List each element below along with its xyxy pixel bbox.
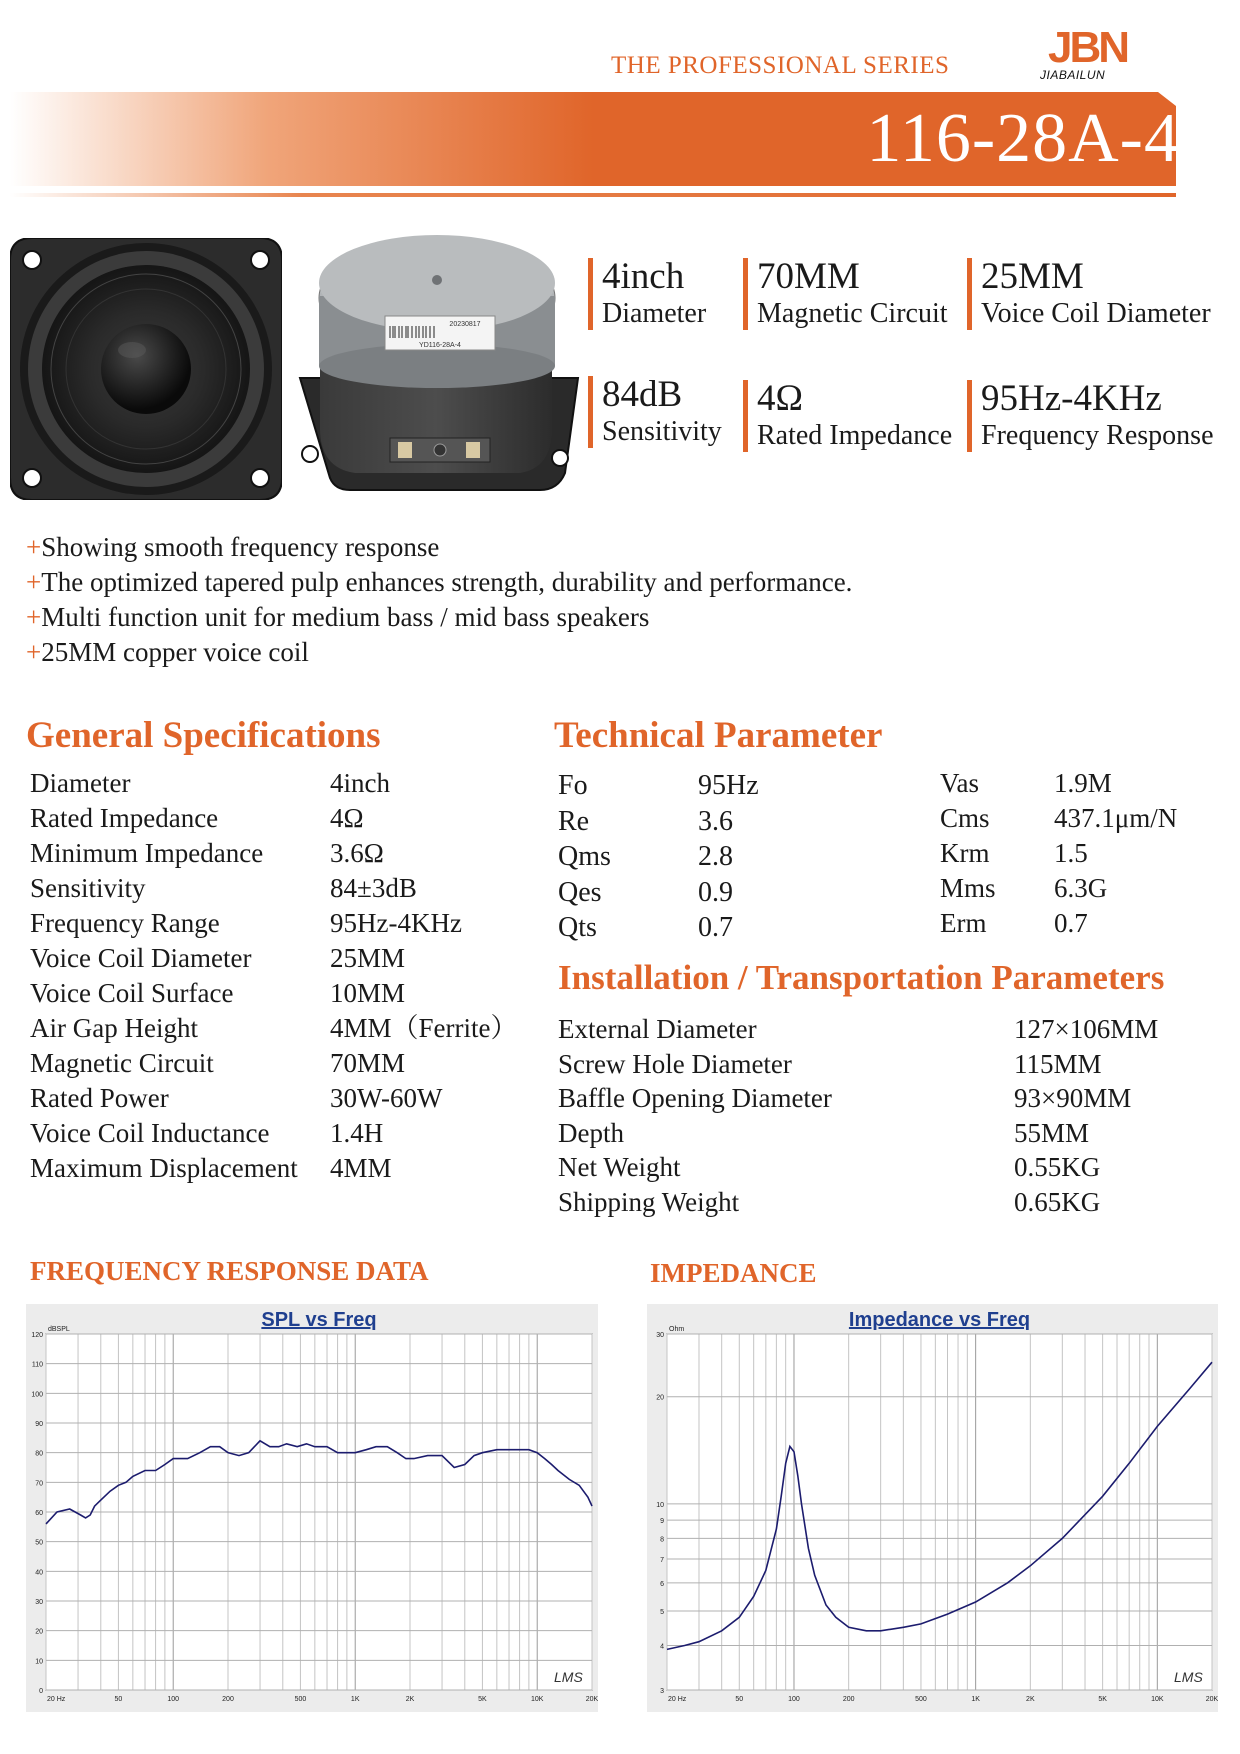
spec-row: Re 3.6 — [558, 805, 733, 837]
key-spec-label: Sensitivity — [602, 415, 722, 447]
chart-title: Impedance vs Freq — [848, 1309, 1031, 1331]
key-spec-value: 4inch — [602, 256, 685, 297]
key-spec-value: 84dB — [602, 374, 683, 415]
model-number: 116-28A-4 — [866, 100, 1180, 177]
x-tick-label: 100 — [788, 1696, 800, 1703]
key-spec-label: Frequency Response — [981, 419, 1214, 451]
key-spec-diameter — [588, 258, 706, 330]
installation-parameters-table — [558, 1012, 1158, 1219]
x-tick-label: 50 — [114, 1696, 123, 1703]
technical-parameter-title: Technical Parameter — [554, 715, 883, 756]
spec-row: Voice Coil Surface 10MM — [30, 978, 406, 1008]
spec-row: Diameter 4inch — [30, 768, 390, 798]
x-tick-label: 200 — [842, 1696, 855, 1703]
y-tick-label: 9 — [660, 1518, 664, 1526]
x-tick-label: 20 Hz — [47, 1696, 66, 1703]
x-tick-label: 2K — [1026, 1696, 1035, 1703]
y-tick-label: 50 — [35, 1539, 43, 1547]
spec-row: Sensitivity 84±3dB — [30, 873, 417, 903]
y-tick-label: 5 — [660, 1609, 664, 1617]
x-tick-label: 200 — [222, 1696, 234, 1703]
x-tick-label: 2K — [405, 1696, 415, 1703]
technical-parameter-table-left — [558, 768, 759, 946]
spec-row: Qts 0.7 — [558, 912, 733, 943]
lms-watermark: LMS — [554, 1669, 583, 1685]
plus-icon: + — [26, 637, 42, 667]
x-tick-label: 1K — [350, 1696, 360, 1703]
technical-parameter-table-right — [940, 766, 1177, 941]
x-tick-label: 20K — [1205, 1696, 1218, 1703]
y-tick-label: 10 — [35, 1658, 43, 1666]
spec-row: Fo 95Hz — [558, 770, 759, 801]
installation-parameters-title: Installation / Transportation Parameters — [558, 958, 1165, 997]
spec-row: Shipping Weight 0.65KG — [558, 1186, 1101, 1217]
impedance-title: IMPEDANCE — [650, 1258, 817, 1288]
brand-logo — [1040, 23, 1150, 84]
logo-subtitle: JIABAILUN — [1040, 68, 1106, 82]
y-tick-label: 120 — [31, 1332, 43, 1339]
y-tick-label: 8 — [660, 1536, 664, 1544]
spec-row: Vas 1.9M — [940, 768, 1112, 798]
spec-row: Qes 0.9 — [558, 876, 733, 908]
y-tick-label: 30 — [35, 1599, 43, 1606]
key-spec-label: Voice Coil Diameter — [981, 297, 1211, 329]
impedance-chart — [647, 1304, 1218, 1712]
spec-row: Cms 437.1μm/N — [940, 803, 1178, 833]
y-tick-label: 110 — [31, 1361, 43, 1369]
spec-row: Screw Hole Diameter 115MM — [558, 1048, 1102, 1079]
spl-chart — [26, 1304, 598, 1712]
x-tick-label: 5K — [1098, 1696, 1107, 1703]
plus-icon: + — [26, 532, 42, 562]
y-tick-label: 20 — [35, 1628, 43, 1636]
key-spec-frequency-response — [967, 380, 1214, 452]
spec-row: Krm 1.5 — [940, 838, 1088, 868]
general-specs-title: General Specifications — [26, 715, 381, 756]
spec-row: Air Gap Height 4MM（Ferrite） — [30, 1013, 518, 1043]
x-tick-label: 10K — [1151, 1696, 1164, 1703]
label-model-text: YD116-28A-4 — [419, 342, 461, 349]
frequency-response-title: FREQUENCY RESPONSE DATA — [30, 1256, 429, 1286]
key-spec-magnetic-circuit — [743, 258, 948, 330]
feature-list — [26, 530, 852, 670]
y-tick-label: 90 — [35, 1421, 43, 1428]
feature-item: +Multi function unit for medium bass / mid bass speakers — [26, 602, 650, 632]
spec-row: Erm 0.7 — [940, 908, 1088, 938]
spec-row: External Diameter 127×106MM — [558, 1014, 1159, 1044]
feature-item: +The optimized tapered pulp enhances strength, durability and performance. — [26, 567, 853, 597]
y-tick-label: 20 — [656, 1394, 664, 1402]
x-tick-label: 500 — [294, 1696, 307, 1703]
spec-row: Voice Coil Diameter 25MM — [30, 943, 406, 973]
series-title: THE PROFESSIONAL SERIES — [611, 52, 950, 79]
y-tick-label: 4 — [660, 1643, 664, 1651]
spec-row: Magnetic Circuit 70MM — [30, 1048, 406, 1078]
x-tick-label: 5K — [478, 1696, 487, 1703]
spec-row: Mms 6.3G — [940, 873, 1108, 903]
x-tick-label: 20 Hz — [668, 1696, 687, 1703]
x-tick-label: 20K — [585, 1696, 598, 1703]
x-tick-label: 1K — [971, 1696, 980, 1703]
key-spec-value: 95Hz-4KHz — [981, 378, 1162, 419]
key-spec-label: Diameter — [602, 297, 707, 329]
lms-watermark: LMS — [1174, 1669, 1203, 1685]
speaker-front-image — [10, 238, 282, 500]
spec-row: Depth 55MM — [558, 1117, 1090, 1148]
y-tick-label: 10 — [656, 1501, 664, 1509]
logo-mark: JBN — [1048, 23, 1128, 72]
key-spec-value: 70MM — [757, 256, 860, 297]
y-tick-label: 3 — [660, 1688, 664, 1695]
key-spec-value: 4Ω — [757, 378, 803, 419]
plus-icon: + — [26, 567, 42, 597]
speaker-back-image — [290, 228, 580, 498]
spec-row: Rated Power 30W-60W — [30, 1083, 443, 1113]
spec-row: Minimum Impedance 3.6Ω — [30, 838, 384, 868]
plus-icon: + — [26, 602, 42, 632]
x-tick-label: 50 — [735, 1696, 744, 1703]
spec-row: Voice Coil Inductance 1.4H — [30, 1118, 384, 1148]
chart-title: SPL vs Freq — [261, 1309, 377, 1331]
label-date-text: 20230817 — [449, 321, 481, 328]
y-tick-label: 70 — [35, 1480, 43, 1488]
key-spec-sensitivity — [588, 376, 722, 448]
feature-item: +25MM copper voice coil — [26, 637, 309, 667]
key-spec-voice-coil-diameter — [967, 258, 1211, 330]
y-tick-label: 6 — [660, 1580, 664, 1588]
plot-area — [667, 1334, 1212, 1690]
y-tick-label: 7 — [660, 1557, 664, 1565]
y-axis-label: Ohm — [669, 1326, 685, 1333]
y-tick-label: 100 — [31, 1391, 43, 1399]
y-tick-label: 30 — [656, 1332, 664, 1339]
general-specs-table — [30, 766, 517, 1186]
x-tick-label: 10K — [530, 1696, 544, 1703]
feature-item: +Showing smooth frequency response — [26, 532, 440, 562]
spec-row: Net Weight 0.55KG — [558, 1152, 1101, 1182]
y-tick-label: 0 — [39, 1688, 43, 1695]
y-axis-label: dBSPL — [48, 1326, 70, 1333]
spec-row: Frequency Range 95Hz-4KHz — [30, 908, 462, 938]
key-spec-rated-impedance — [743, 380, 952, 452]
y-tick-label: 60 — [35, 1510, 43, 1517]
y-tick-label: 80 — [35, 1450, 43, 1458]
x-tick-label: 100 — [167, 1696, 180, 1703]
key-spec-label: Rated Impedance — [757, 419, 953, 451]
x-tick-label: 500 — [915, 1696, 927, 1703]
spec-row: Baffle Opening Diameter 93×90MM — [558, 1083, 1132, 1113]
key-spec-value: 25MM — [981, 256, 1084, 297]
spec-row: Rated Impedance 4Ω — [30, 803, 364, 833]
spec-row: Maximum Displacement 4MM — [30, 1153, 392, 1183]
spec-row: Qms 2.8 — [558, 841, 733, 872]
key-spec-label: Magnetic Circuit — [757, 297, 948, 329]
y-tick-label: 40 — [35, 1569, 43, 1577]
